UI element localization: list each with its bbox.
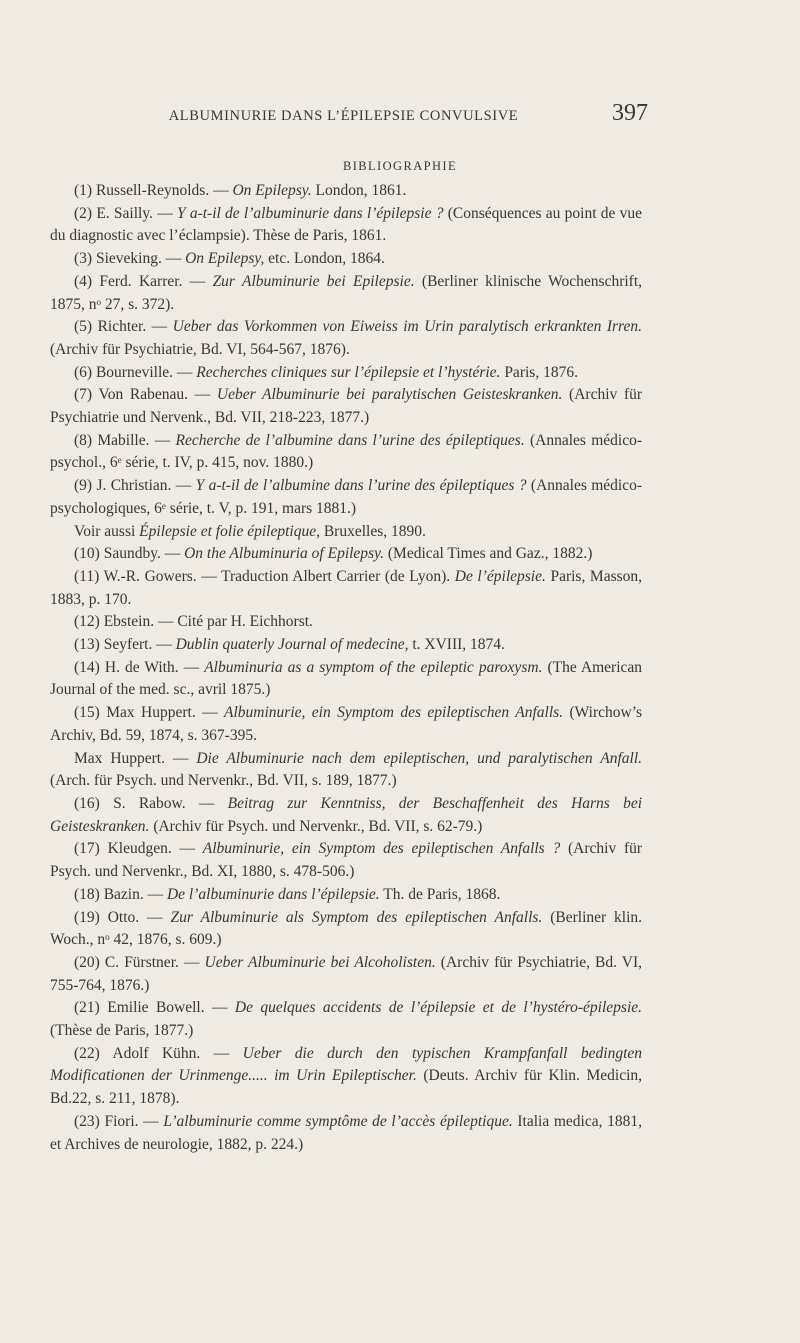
entry-number: (9) xyxy=(74,477,93,495)
entry-title: Albuminurie, ein Symptom des epileptischen Anfalls ? xyxy=(202,840,561,858)
entry-title: Albuminuria as a symptom of the epileptic paroxysm. xyxy=(204,658,543,676)
bibliography-list xyxy=(50,180,642,1156)
entry-title: Ueber Albuminurie bei paralytischen Geisteskranken. xyxy=(216,386,563,404)
bibliography-entry xyxy=(50,180,642,203)
entry-details: Paris, 1876. xyxy=(504,363,578,381)
entry-title: On Epilepsy. xyxy=(232,182,312,199)
bibliography-entry xyxy=(50,203,642,248)
running-head: ALBUMINURIE DANS L’ÉPILEPSIE CONVULSIVE xyxy=(168,108,519,124)
entry-title: Ueber die durch den typischen Krampfanfall bedingten Modificationen der Urinmenge..... im Urin Epileptischer. xyxy=(50,1044,643,1085)
entry-details: (Berliner klinische Wochenschrift, 1875, nᵒ 27, s. 372). xyxy=(50,272,643,313)
bibliography-entry xyxy=(50,611,642,634)
entry-title: L’albuminurie comme symptôme de l’accès épileptique. xyxy=(163,1112,513,1130)
bibliography-entry xyxy=(50,997,642,1042)
entry-author: Max Huppert. — xyxy=(74,749,189,767)
entry-author: J. Christian. — xyxy=(96,477,192,495)
entry-title: Zur Albuminurie bei Epilepsie. xyxy=(212,272,415,290)
entry-details: (Medical Times and Gaz., 1882.) xyxy=(387,545,593,563)
entry-number: (13) xyxy=(74,636,100,654)
bibliography-entry xyxy=(50,384,642,429)
entry-author: Max Huppert. — xyxy=(106,704,218,722)
bibliography-entry xyxy=(50,316,642,361)
entry-details: (Annales médico-psychol., 6ᵉ série, t. IV, p. 415, nov. 1880.) xyxy=(50,431,642,472)
entry-title: Épilepsie et folie épileptique, xyxy=(139,522,320,540)
section-title: BIBLIOGRAPHIE xyxy=(342,159,458,173)
entry-author: Saundby. — xyxy=(103,545,181,563)
entry-details: Bruxelles, 1890. xyxy=(323,522,426,540)
entry-details: (Deuts. Archiv für Klin. Medicin, Bd.22, s. 211, 1878). xyxy=(50,1067,643,1108)
bibliography-entry xyxy=(50,543,642,566)
entry-title: Zur Albuminurie als Symptom des epileptischen Anfalls. xyxy=(170,908,543,926)
entry-author: Bourneville. — xyxy=(95,363,193,381)
entry-details: Italia medica, 1881, et Archives de neurologie, 1882, p. 224.) xyxy=(50,1112,643,1153)
entry-details: (Archiv für Psychiatrie, Bd. VI, 755-764, 1876.) xyxy=(50,953,643,994)
entry-details: Th. de Paris, 1868. xyxy=(383,885,501,903)
entry-author: S. Rabow. — xyxy=(113,794,215,812)
entry-title: Y a-t-il de l’albumine dans l’urine des épileptiques ? xyxy=(195,477,527,495)
entry-details: (Archiv für Psychiatrie, Bd. VI, 564-567, 1876). xyxy=(50,340,350,358)
entry-details: (Berliner klin. Woch., nᵒ 42, 1876, s. 609.) xyxy=(50,908,643,949)
entry-details: (Wirchow’s Archiv, Bd. 59, 1874, s. 367-395. xyxy=(50,704,643,744)
bibliography-entry xyxy=(50,838,642,883)
entry-author: H. de With. — xyxy=(104,658,200,676)
entry-author: Sieveking. — xyxy=(95,250,182,268)
entry-author: Fiori. — xyxy=(104,1112,159,1130)
entry-author: Von Rabenau. — xyxy=(98,386,211,404)
entry-details: London, 1861. xyxy=(315,182,407,199)
entry-number: (2) xyxy=(74,204,93,222)
bibliography-entry xyxy=(50,748,642,793)
entry-title: Recherches cliniques sur l’épilepsie et l’hystérie. xyxy=(196,363,501,381)
entry-title: Die Albuminurie nach dem epileptischen, und paralytischen Anfall. xyxy=(196,749,643,767)
entry-title: Recherche de l’albumine dans l’urine des épileptiques. xyxy=(175,431,525,449)
bibliography-entry xyxy=(50,475,642,520)
entry-number: (4) xyxy=(74,272,93,290)
entry-number: (12) xyxy=(74,613,100,631)
entry-details: (Annales médico-psychologiques, 6ᵉ série, t. V, p. 191, mars 1881.) xyxy=(50,477,643,517)
entry-details: (Thèse de Paris, 1877.) xyxy=(50,1022,194,1040)
entry-author: W.-R. Gowers. — Traduction Albert Carrier (de Lyon). xyxy=(103,567,451,585)
entry-number: (16) xyxy=(74,794,100,812)
entry-title: On Epilepsy, xyxy=(185,250,265,268)
entry-title: De l’épilepsie. xyxy=(454,567,546,585)
entry-author: Russell-Reynolds. — xyxy=(95,182,229,199)
entry-author: Ferd. Karrer. — xyxy=(99,272,206,290)
entry-author: Kleudgen. — xyxy=(107,840,195,858)
entry-number: (11) xyxy=(74,567,100,585)
bibliography-entry xyxy=(50,634,642,657)
entry-number: (1) xyxy=(74,182,93,199)
bibliography-entry xyxy=(50,1111,642,1156)
entry-details: t. XVIII, 1874. xyxy=(412,636,505,654)
bibliography-entry xyxy=(50,430,642,475)
entry-title: On the Albuminuria of Epilepsy. xyxy=(184,545,384,563)
entry-title: De quelques accidents de l’épilepsie et de l’hystéro-épilepsie. xyxy=(234,999,643,1017)
entry-details: etc. London, 1864. xyxy=(268,250,385,268)
entry-details: (Archiv für Psychiatrie und Nervenk., Bd. VII, 218-223, 1877.) xyxy=(50,386,643,427)
entry-details: (Arch. für Psych. und Nervenkr., Bd. VII, s. 189, 1877.) xyxy=(50,772,397,790)
entry-author: Ebstein. — Cité par H. Eichhorst. xyxy=(103,613,313,631)
bibliography-entry xyxy=(50,907,642,952)
entry-number: (18) xyxy=(74,885,100,903)
entry-number: (17) xyxy=(74,840,100,858)
bibliography-entry xyxy=(50,521,642,544)
page-number: 397 xyxy=(612,100,648,126)
entry-number: (15) xyxy=(74,704,100,722)
entry-title: Albuminurie, ein Symptom des epileptischen Anfalls. xyxy=(224,704,564,722)
entry-author: Voir aussi xyxy=(74,522,136,540)
entry-title: Y a-t-il de l’albuminurie dans l’épilepsie ? xyxy=(176,204,444,222)
entry-details: (Archiv für Psych. und Nervenkr., Bd. VII, s. 62-79.) xyxy=(153,817,483,835)
bibliography-entry xyxy=(50,657,642,702)
bibliography-entry xyxy=(50,271,642,316)
entry-title: Beitrag zur Kenntniss, der Beschaffenheit des Harns bei Geisteskranken. xyxy=(50,794,643,835)
entry-author: Bazin. — xyxy=(103,885,164,903)
bibliography-entry xyxy=(50,952,642,997)
entry-details: Paris, Masson, 1883, p. 170. xyxy=(50,567,643,608)
entry-author: Seyfert. — xyxy=(103,636,172,654)
bibliography-entry xyxy=(50,793,642,838)
entry-number: (19) xyxy=(74,908,100,926)
entry-details: (The American Journal of the med. sc., avril 1875.) xyxy=(50,658,643,699)
entry-number: (8) xyxy=(74,431,93,449)
entry-number: (21) xyxy=(74,999,100,1017)
entry-author: Adolf Kühn. — xyxy=(112,1044,230,1062)
entry-title: De l’albuminurie dans l’épilepsie. xyxy=(166,885,380,903)
entry-title: Ueber Albuminurie bei Alcoholisten. xyxy=(204,953,436,971)
entry-author: C. Fürstner. — xyxy=(104,953,200,971)
bibliography-entry xyxy=(50,1043,642,1111)
entry-author: Mabille. — xyxy=(97,431,171,449)
entry-number: (6) xyxy=(74,363,93,381)
entry-author: Richter. — xyxy=(97,318,168,336)
bibliography-entry xyxy=(50,362,642,385)
entry-title: Ueber das Vorkommen von Eiweiss im Urin paralytisch erkrankten Irren. xyxy=(172,318,642,336)
entry-details: (Conséquences au point de vue du diagnostic avec l’éclampsie). Thèse de Paris, 1861. xyxy=(50,204,643,245)
entry-number: (7) xyxy=(74,386,93,404)
entry-number: (5) xyxy=(74,318,93,336)
bibliography-entry xyxy=(50,702,642,747)
entry-author: Otto. — xyxy=(107,908,163,926)
bibliography-entry xyxy=(50,566,642,611)
bibliography-entry xyxy=(50,248,642,271)
entry-author: E. Sailly. — xyxy=(96,204,173,222)
entry-number: (3) xyxy=(74,250,93,268)
entry-author: Emilie Bowell. — xyxy=(107,999,228,1017)
entry-number: (20) xyxy=(74,953,100,971)
entry-title: Dublin quaterly Journal of medecine, xyxy=(175,636,409,654)
bibliography-entry xyxy=(50,884,642,907)
entry-number: (14) xyxy=(74,658,100,676)
entry-number: (10) xyxy=(74,545,100,563)
entry-number: (22) xyxy=(74,1044,100,1062)
entry-details: (Archiv für Psych. und Nervenkr., Bd. XI, 1880, s. 478-506.) xyxy=(50,840,643,881)
entry-number: (23) xyxy=(74,1112,100,1130)
